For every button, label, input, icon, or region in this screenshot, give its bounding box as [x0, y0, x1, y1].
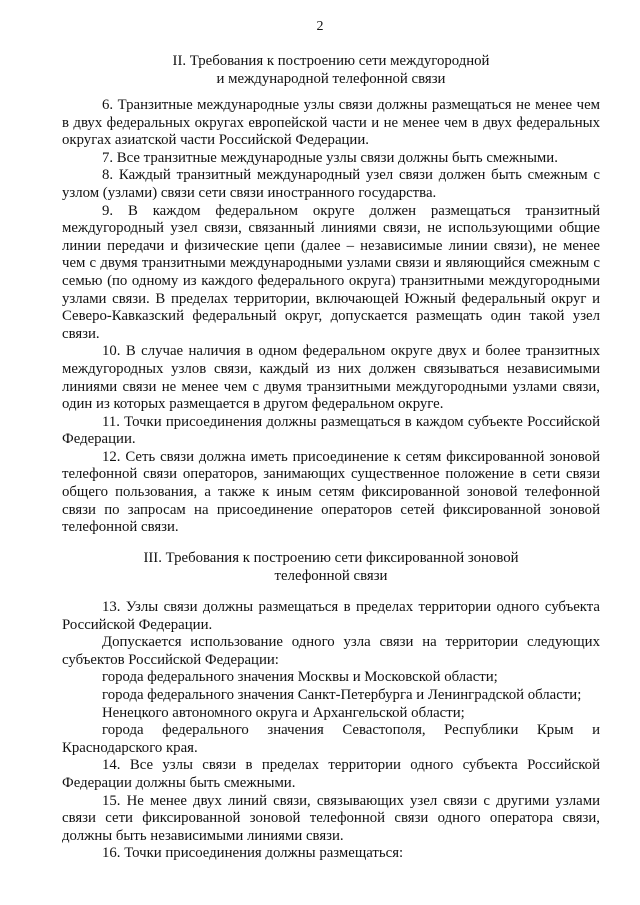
section-2-body: [62, 97, 600, 537]
section-heading-2-line2: и международной телефонной связи: [216, 70, 446, 87]
section-heading-2-line1: II. Требования к построению сети междугородной: [172, 53, 490, 69]
list-item-saint-petersburg: города федерального значения Санкт-Петербурга и Ленинградской области;: [102, 686, 582, 703]
paragraph-13: 13. Узлы связи должны размещаться в пределах территории одного субъекта Российской Федерации.: [62, 599, 600, 633]
paragraph-11: 11. Точки присоединения должны размещаться в каждом субъекте Российской Федерации.: [62, 413, 600, 448]
paragraph-16: 16. Точки присоединения должны размещаться:: [102, 845, 404, 862]
list-item-sevastopol: города федерального значения Севастополя, Республики Крым и Краснодарского края.: [62, 722, 600, 756]
list-item-moscow: города федерального значения Москвы и Московской области;: [102, 669, 498, 686]
paragraph-7: 7. Все транзитные международные узлы связи должны быть смежными.: [102, 149, 558, 166]
paragraph-8: 8. Каждый транзитный международный узел связи должен быть смежным с узлом (узлами) связи сети связи иностранного государства.: [62, 167, 600, 201]
section-heading-3-line1: III. Требования к построению сети фиксированной зоновой: [143, 550, 519, 566]
paragraph-14: 14. Все узлы связи в пределах территории одного субъекта Российской Федерации должны быть смежными.: [62, 757, 600, 791]
list-item-nenets: Ненецкого автономного округа и Архангельской области;: [102, 704, 465, 721]
paragraph-6: 6. Транзитные международные узлы связи должны размещаться не менее чем в двух федеральных округах европейской части и не менее чем в двух федеральных округах азиатской части Российской Федерации.: [62, 97, 600, 149]
paragraph-9: 9. В каждом федеральном округе должен размещаться транзитный междугородный узел связи, связанный линиями связи, не использующими общие линии передачи и физические цепи (далее – независимые линии связи), не менее чем с двумя транзитными международными узлами связи и являющийся смежным с семью (по одному из каждого федерального округа) транзитными междугородными узлами связи. В пределах территории, включающей Южный федеральный округ и Северо-Кавказский федеральный округ, допускается размещать один такой узел связи.: [62, 202, 600, 342]
paragraph-15: 15. Не менее двух линий связи, связывающих узел связи с другими узлами связи сети фиксированной зоновой телефонной связи одного оператора связи, должны быть независимыми линиями связи.: [62, 792, 600, 844]
paragraph-exception: Допускается использование одного узла связи на территории следующих субъектов Российской Федерации:: [62, 634, 600, 668]
section-heading-2: [62, 53, 600, 88]
page-number: 2: [316, 19, 324, 34]
section-heading-3-line2: телефонной связи: [274, 567, 388, 584]
section-heading-3: [62, 550, 600, 585]
paragraph-10: 10. В случае наличия в одном федеральном округе двух и более транзитных междугородных узлов связи, каждый из них должен связываться независимыми линиями связи не менее чем с двумя транзитными междугородными узлами связи, один из которых размещается в другом федеральном округе.: [62, 343, 600, 413]
paragraph-12: 12. Сеть связи должна иметь присоединение к сетям фиксированной зоновой телефонной связи операторов, занимающих существенное положение в сети связи общего пользования, а также к иным сетям фиксированной зоновой телефонной связи по запросам на присоединение операторов сетей фиксированной зоновой телефонной связи.: [62, 448, 600, 536]
section-3-body: [62, 599, 600, 863]
